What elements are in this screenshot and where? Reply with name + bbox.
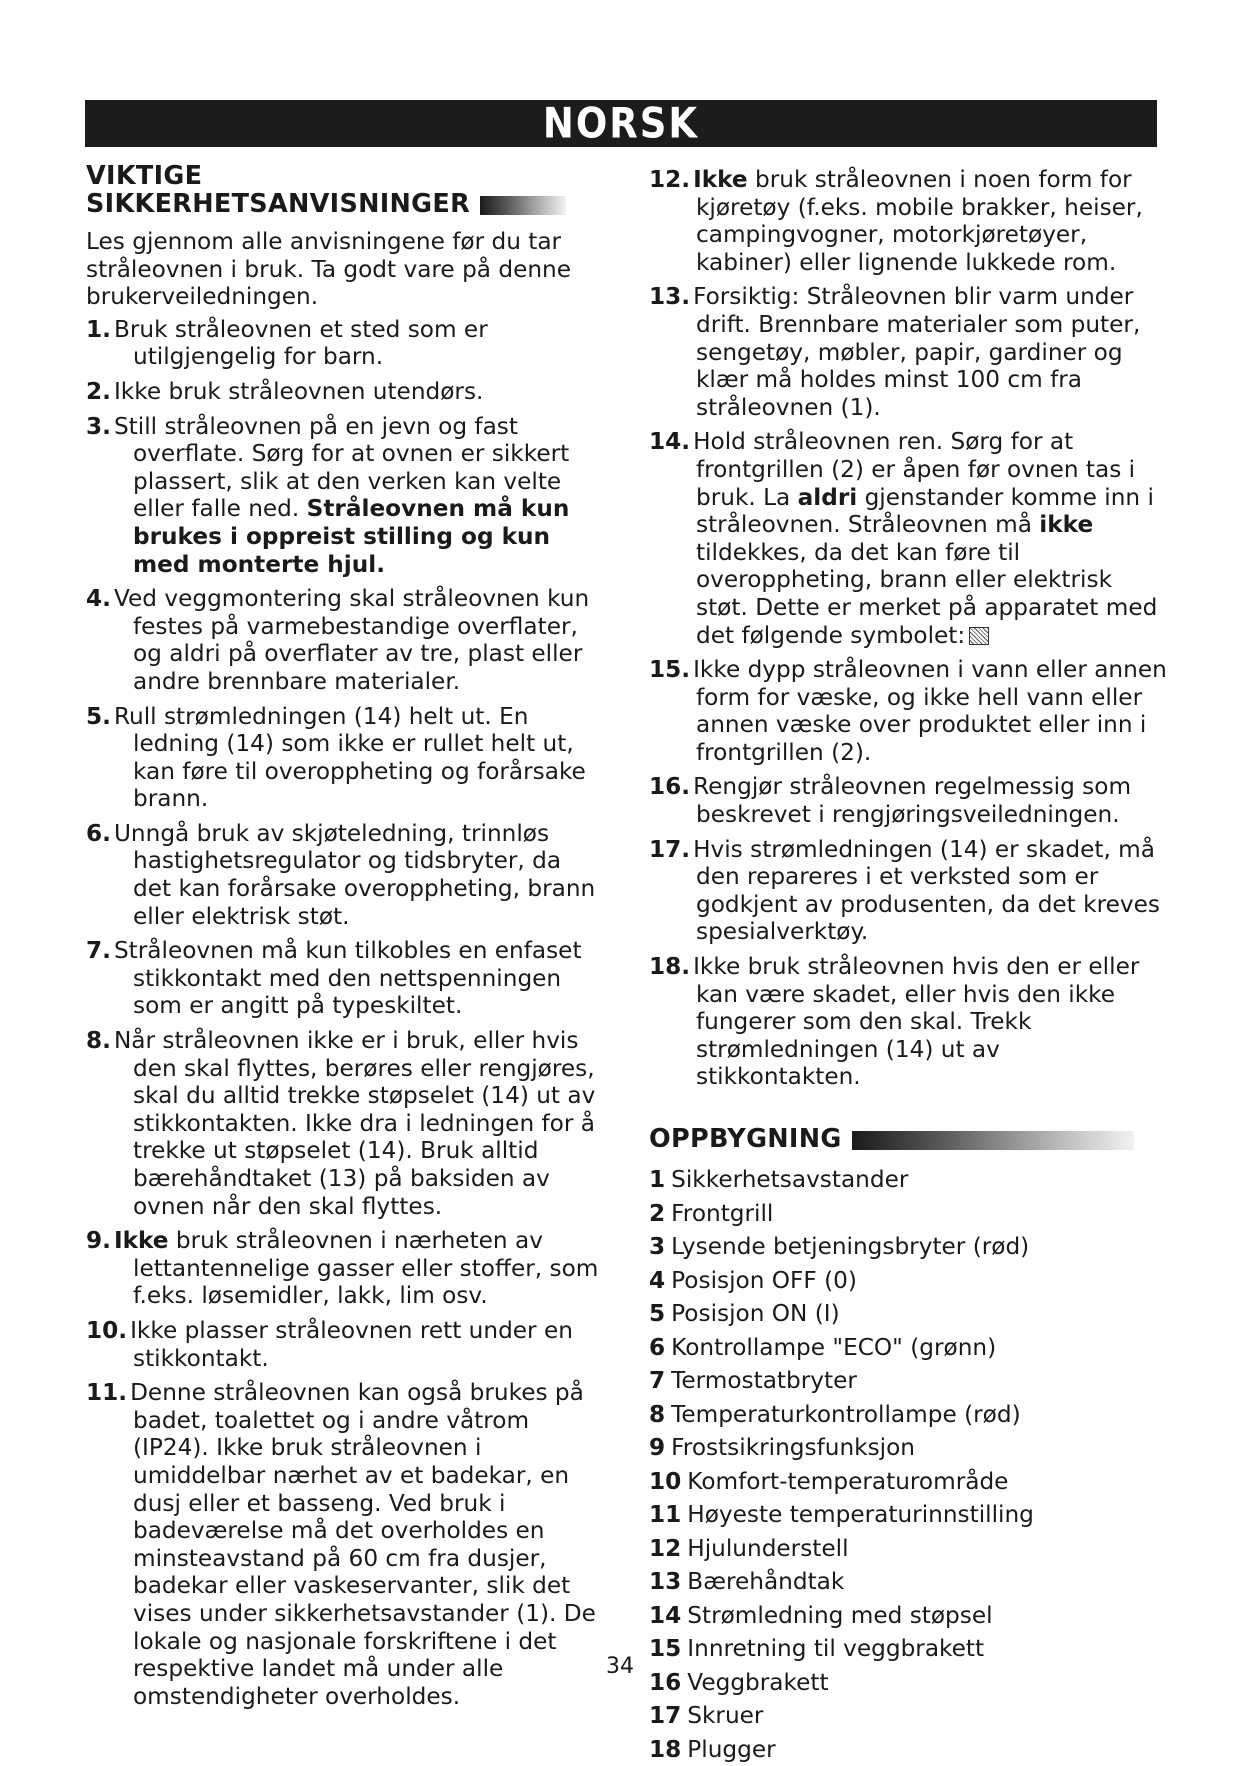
page-number: 34	[606, 1654, 634, 1679]
safety-heading-line2: SIKKERHETSANVISNINGER	[86, 189, 470, 219]
part-item: 18 Plugger	[649, 1733, 1169, 1766]
safety-item-7: 7. Stråleovnen må kun tilkobles en enfaset stikkontakt med den nettspenningen som er angitt på typeskiltet.	[86, 937, 606, 1020]
part-item: 16 Veggbrakett	[649, 1666, 1169, 1700]
parts-heading	[649, 1125, 1169, 1153]
safety-item-14: 14. Hold stråleovnen ren. Sørg for at frontgrillen (2) er åpen før ovnen tas i bruk. La aldri gjenstander komme inn i stråleovnen. Stråleovnen må ikke tildekkes, da det kan føre til overoppheting, brann eller elektrisk støt. Dette er merket på apparatet med det følgende symbolet:	[649, 428, 1169, 649]
safety-item-15: 15. Ikke dypp stråleovnen i vann eller annen form for væske, og ikke hell vann eller annen væske over produktet eller inn i frontgrillen (2).	[649, 656, 1169, 766]
banner-title: NORSK	[543, 99, 699, 147]
part-item: 7 Termostatbryter	[649, 1364, 1169, 1398]
safety-heading-line1: VIKTIGE	[86, 162, 606, 190]
safety-item-6: 6. Unngå bruk av skjøteledning, trinnløs hastighetsregulator og tidsbryter, da det kan forårsake overoppheting, brann eller elektrisk støt.	[86, 820, 606, 930]
safety-item-5: 5. Rull strømledningen (14) helt ut. En ledning (14) som ikke er rullet helt ut, kan føre til overoppheting og forårsake brann.	[86, 703, 606, 813]
part-item: 5 Posisjon ON (I)	[649, 1297, 1169, 1331]
heading-gradient-bar	[852, 1131, 1134, 1150]
part-item: 12 Hjulunderstell	[649, 1532, 1169, 1566]
safety-item-3: 3. Still stråleovnen på en jevn og fast overflate. Sørg for at ovnen er sikkert plassert, slik at den verken kan velte eller falle ned. Stråleovnen må kun brukes i oppreist stilling og kun med monterte hjul.	[86, 413, 606, 579]
safety-intro: Les gjennom alle anvisningene før du tar stråleovnen i bruk. Ta godt vare på denne brukerveiledningen.	[86, 228, 606, 311]
safety-item-11: 11. Denne stråleovnen kan også brukes på badet, toalettet og i andre våtrom (IP24). Ikke bruk stråleovnen i umiddelbar nærhet av et badekar, en dusj eller et basseng. Ved bruk i badeværelse må det overholdes en minsteavstand på 60 cm fra dusjer, badekar eller vaskeservanter, slik det vises under sikkerhetsavstander (1). De lokale og nasjonale forskriftene i det respektive landet må under alle omstendigheter overholdes.	[86, 1379, 606, 1710]
part-item: 15 Innretning til veggbrakett	[649, 1632, 1169, 1666]
part-item: 14 Strømledning med støpsel	[649, 1599, 1169, 1633]
safety-item-12: 12. Ikke bruk stråleovnen i noen form for kjøretøy (f.eks. mobile brakker, heiser, campingvogner, motorkjøretøyer, kabiner) eller lignende lukkede rom.	[649, 166, 1169, 276]
part-item: 3 Lysende betjeningsbryter (rød)	[649, 1230, 1169, 1264]
safety-item-16: 16. Rengjør stråleovnen regelmessig som beskrevet i rengjøringsveiledningen.	[649, 773, 1169, 828]
part-item: 1 Sikkerhetsavstander	[649, 1163, 1169, 1197]
safety-item-18: 18. Ikke bruk stråleovnen hvis den er eller kan være skadet, eller hvis den ikke fungerer som den skal. Trekk strømledningen (14) ut av stikkontakten.	[649, 953, 1169, 1091]
part-item: 13 Bærehåndtak	[649, 1565, 1169, 1599]
safety-item-17: 17. Hvis strømledningen (14) er skadet, må den repareres i et verksted som er godkjent av produsenten, da det kreves spesialverktøy.	[649, 836, 1169, 946]
safety-list-right	[649, 166, 1169, 1091]
part-item: 8 Temperaturkontrollampe (rød)	[649, 1398, 1169, 1432]
part-item: 17 Skruer	[649, 1699, 1169, 1733]
safety-item-1: 1. Bruk stråleovnen et sted som er utilgjengelig for barn.	[86, 316, 606, 371]
safety-item-13: 13. Forsiktig: Stråleovnen blir varm under drift. Brennbare materialer som puter, sengetøy, møbler, papir, gardiner og klær må holdes minst 100 cm fra stråleovnen (1).	[649, 283, 1169, 421]
part-item: 9 Frostsikringsfunksjon	[649, 1431, 1169, 1465]
safety-item-10: 10. Ikke plasser stråleovnen rett under en stikkontakt.	[86, 1317, 606, 1372]
parts-list	[649, 1163, 1169, 1766]
right-column	[649, 166, 1169, 1766]
heading-gradient-bar	[480, 196, 566, 215]
safety-list-left	[86, 316, 606, 1711]
part-item: 4 Posisjon OFF (0)	[649, 1264, 1169, 1298]
do-not-cover-icon	[969, 627, 989, 645]
safety-item-4: 4. Ved veggmontering skal stråleovnen kun festes på varmebestandige overflater, og aldri på overflater av tre, plast eller andre brennbare materialer.	[86, 585, 606, 695]
part-item: 2 Frontgrill	[649, 1197, 1169, 1231]
language-banner	[85, 100, 1157, 147]
part-item: 11 Høyeste temperaturinnstilling	[649, 1498, 1169, 1532]
safety-heading	[86, 162, 606, 218]
part-item: 6 Kontrollampe "ECO" (grønn)	[649, 1331, 1169, 1365]
safety-item-2: 2. Ikke bruk stråleovnen utendørs.	[86, 378, 606, 406]
safety-item-9: 9. Ikke bruk stråleovnen i nærheten av lettantennelige gasser eller stoffer, som f.eks. løsemidler, lakk, lim osv.	[86, 1227, 606, 1310]
parts-heading-text: OPPBYGNING	[649, 1124, 842, 1154]
left-column	[86, 162, 606, 1717]
part-item: 10 Komfort-temperaturområde	[649, 1465, 1169, 1499]
safety-item-8: 8. Når stråleovnen ikke er i bruk, eller hvis den skal flyttes, berøres eller rengjøres, skal du alltid trekke støpselet (14) ut av stikkontakten. Ikke dra i ledningen for å trekke ut støpselet (14). Bruk alltid bærehåndtaket (13) på baksiden av ovnen når den skal flyttes.	[86, 1027, 606, 1220]
